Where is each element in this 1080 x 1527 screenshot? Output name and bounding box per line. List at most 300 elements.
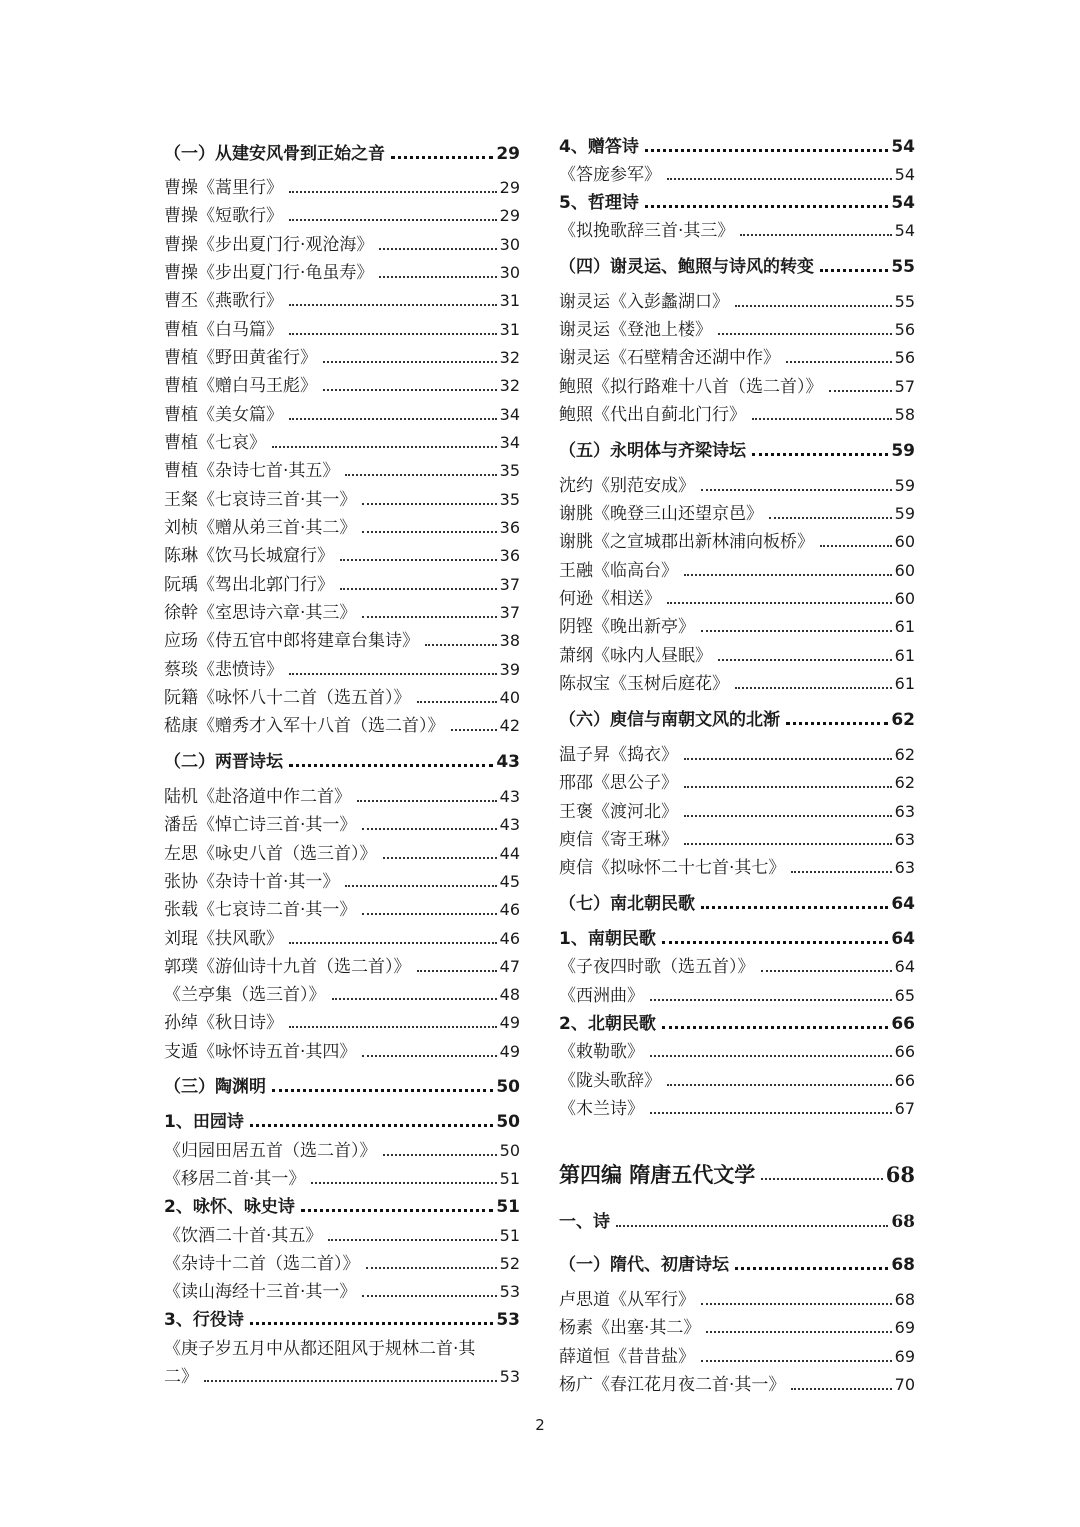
toc-entry[interactable] <box>164 539 520 567</box>
dot-leader <box>735 305 892 307</box>
toc-entry[interactable] <box>559 1064 915 1092</box>
toc-page-number: 54 <box>891 137 915 157</box>
toc-entry[interactable] <box>559 341 915 369</box>
dot-leader <box>289 1026 497 1028</box>
toc-entry-title: 王粲《七哀诗三首·其一》 <box>164 490 357 510</box>
dot-leader <box>701 1303 892 1305</box>
toc-entry[interactable] <box>164 624 520 652</box>
toc-page-number: 48 <box>499 985 520 1004</box>
toc-entry[interactable] <box>559 851 915 879</box>
toc-entry-title: 《敕勒歌》 <box>559 1042 644 1062</box>
dot-leader <box>362 1055 496 1057</box>
toc-entry-title: 曹植《七哀》 <box>164 433 266 453</box>
toc-entry[interactable] <box>164 137 520 165</box>
toc-page-number: 69 <box>894 1318 915 1337</box>
toc-page-number: 53 <box>499 1367 520 1386</box>
toc-entry[interactable] <box>164 369 520 397</box>
toc-entry-title: 嵇康《赠秀才入军十八首（选二首）》 <box>164 716 445 736</box>
dot-leader <box>820 269 888 272</box>
dot-leader <box>391 156 493 159</box>
toc-page-number: 61 <box>894 674 915 693</box>
toc-entry[interactable] <box>559 1368 915 1396</box>
toc-page-number: 36 <box>499 546 520 565</box>
toc-entry-title: 《庚子岁五月中从都还阻风于规林二首·其 <box>164 1339 476 1359</box>
toc-entry[interactable] <box>559 639 915 667</box>
toc-entry-title: 刘琨《扶风歌》 <box>164 929 283 949</box>
toc-page-number: 68 <box>894 1290 915 1309</box>
toc-page-number: 58 <box>894 405 915 424</box>
dot-leader <box>820 545 892 547</box>
dot-leader <box>701 630 892 632</box>
toc-page-number: 55 <box>894 292 915 311</box>
dot-leader <box>250 1322 493 1325</box>
toc-heading: 2、北朝民歌 <box>559 1014 656 1034</box>
toc-entry[interactable] <box>559 610 915 638</box>
toc-page-number: 66 <box>891 1014 915 1034</box>
toc-entry[interactable] <box>164 228 520 256</box>
toc-page-number: 60 <box>894 532 915 551</box>
toc-entry[interactable] <box>164 922 520 950</box>
toc-entry-title: 张载《七哀诗二首·其一》 <box>164 900 357 920</box>
toc-entry-title: 杨素《出塞·其二》 <box>559 1318 701 1338</box>
toc-entry[interactable] <box>559 285 915 313</box>
toc-entry[interactable] <box>559 922 915 950</box>
dot-leader <box>718 659 892 661</box>
dot-leader <box>328 1239 496 1241</box>
page-number: 2 <box>535 1416 545 1434</box>
dot-leader <box>340 588 497 590</box>
toc-page-number: 66 <box>894 1071 915 1090</box>
toc-page-number: 40 <box>499 688 520 707</box>
toc-entry[interactable] <box>559 1311 915 1339</box>
toc-page-number: 32 <box>499 348 520 367</box>
toc-entry[interactable] <box>164 978 520 1006</box>
toc-entry[interactable] <box>559 667 915 695</box>
toc-entry-title: 萧纲《咏内人昼眠》 <box>559 646 712 666</box>
dot-leader <box>289 191 497 193</box>
toc-entry[interactable] <box>164 1190 520 1218</box>
toc-page-number: 53 <box>499 1282 520 1301</box>
dot-leader <box>701 906 888 909</box>
toc-entry-title: 左思《咏史八首（选三首）》 <box>164 844 377 864</box>
toc-entry-title: 蔡琰《悲愤诗》 <box>164 660 283 680</box>
toc-entry[interactable] <box>164 837 520 865</box>
toc-page-number: 34 <box>499 405 520 424</box>
toc-entry[interactable] <box>559 582 915 610</box>
toc-page-number: 29 <box>499 206 520 225</box>
toc-entry[interactable] <box>559 1035 915 1063</box>
dot-leader <box>791 871 891 873</box>
toc-page-number: 39 <box>499 660 520 679</box>
toc-heading: （一）隋代、初唐诗坛 <box>559 1255 729 1275</box>
toc-entry[interactable] <box>559 214 915 242</box>
toc-page-number: 62 <box>891 710 915 730</box>
dot-leader <box>740 234 891 236</box>
toc-heading: （四）谢灵运、鲍照与诗风的转变 <box>559 257 814 277</box>
dot-leader <box>735 1267 888 1270</box>
toc-entry-title: 庾信《拟咏怀二十七首·其七》 <box>559 858 786 878</box>
toc-page-number: 47 <box>499 957 520 976</box>
toc-entry[interactable] <box>164 1275 520 1303</box>
toc-entry[interactable] <box>164 568 520 596</box>
toc-page-number: 52 <box>499 1254 520 1273</box>
toc-entry-title: 谢朓《之宣城郡出新林浦向板桥》 <box>559 532 814 552</box>
dot-leader <box>650 1112 892 1114</box>
toc-page-number: 51 <box>496 1197 520 1217</box>
toc-page-number: 37 <box>499 575 520 594</box>
toc-entry-title: 《陇头歌辞》 <box>559 1071 661 1091</box>
toc-entry[interactable] <box>164 426 520 454</box>
toc-page-number: 57 <box>894 377 915 396</box>
dot-leader <box>791 1388 891 1390</box>
toc-entry[interactable] <box>559 469 915 497</box>
toc-entry-title: 曹植《杂诗七首·其五》 <box>164 461 340 481</box>
dot-leader <box>684 815 892 817</box>
dot-leader <box>662 1026 888 1029</box>
toc-entry[interactable] <box>164 483 520 511</box>
toc-heading: （六）庾信与南朝文风的北渐 <box>559 710 780 730</box>
dot-leader <box>786 361 892 363</box>
dot-leader <box>289 304 497 306</box>
dot-leader <box>645 149 888 152</box>
toc-heading: （三）陶渊明 <box>164 1077 266 1097</box>
toc-page-number: 62 <box>894 773 915 792</box>
toc-entry[interactable] <box>164 256 520 284</box>
toc-page-number: 66 <box>894 1042 915 1061</box>
dot-leader <box>204 1380 497 1382</box>
toc-entry[interactable] <box>559 398 915 426</box>
toc-page-number: 42 <box>499 716 520 735</box>
toc-entry-title: 谢灵运《石壁精舍还湖中作》 <box>559 348 780 368</box>
toc-entry-title: 曹植《白马篇》 <box>164 320 283 340</box>
toc-entry[interactable] <box>559 250 915 278</box>
toc-entry-title: 《归园田居五首（选二首）》 <box>164 1141 377 1161</box>
toc-entry-title: 《答庞参军》 <box>559 165 661 185</box>
dot-leader <box>289 942 497 944</box>
toc-entry-title: 应玚《侍五官中郎将建章台集诗》 <box>164 631 419 651</box>
dot-leader <box>345 474 496 476</box>
toc-entry[interactable] <box>164 1303 520 1331</box>
toc-entry[interactable] <box>164 284 520 312</box>
dot-leader <box>684 574 892 576</box>
toc-entry[interactable] <box>164 171 520 199</box>
toc-entry[interactable] <box>164 1105 520 1133</box>
toc-entry[interactable] <box>559 738 915 766</box>
toc-page-number: 32 <box>499 376 520 395</box>
toc-heading: （一）从建安风骨到正始之音 <box>164 144 385 164</box>
toc-entry-title: 陆机《赴洛道中作二首》 <box>164 787 351 807</box>
toc-entry-title: 《饮酒二十首·其五》 <box>164 1226 323 1246</box>
toc-page-number: 50 <box>499 1141 520 1160</box>
toc-entry-title: 《杂诗十二首（选二首）》 <box>164 1254 360 1274</box>
toc-page-number: 49 <box>499 1013 520 1032</box>
toc-entry[interactable] <box>559 313 915 341</box>
toc-page-number: 59 <box>894 476 915 495</box>
toc-page-number: 64 <box>891 894 915 914</box>
toc-heading: 3、行役诗 <box>164 1310 244 1330</box>
toc-entry-title: 徐幹《室思诗六章·其三》 <box>164 603 357 623</box>
toc-entry[interactable] <box>164 1332 520 1388</box>
toc-entry-title-cont: 二》 <box>164 1367 198 1387</box>
toc-entry[interactable] <box>559 795 915 823</box>
toc-entry[interactable] <box>559 158 915 186</box>
toc-entry[interactable] <box>559 434 915 462</box>
toc-page-number: 67 <box>894 1099 915 1118</box>
dot-leader <box>379 248 496 250</box>
toc-entry[interactable] <box>164 808 520 836</box>
dot-leader <box>357 800 497 802</box>
toc-entry[interactable] <box>559 979 915 1007</box>
dot-leader <box>417 701 497 703</box>
toc-heading: （二）两晋诗坛 <box>164 752 283 772</box>
toc-page-number: 36 <box>499 518 520 537</box>
dot-leader <box>706 1331 891 1333</box>
toc-page-number: 43 <box>499 815 520 834</box>
toc-entry-title: 《木兰诗》 <box>559 1099 644 1119</box>
toc-page-number: 46 <box>499 900 520 919</box>
toc-page-number: 61 <box>894 646 915 665</box>
toc-heading: （五）永明体与齐梁诗坛 <box>559 441 746 461</box>
toc-entry[interactable] <box>164 511 520 539</box>
dot-leader <box>289 219 497 221</box>
toc-page-number: 38 <box>499 631 520 650</box>
toc-entry-title: 薛道恒《昔昔盐》 <box>559 1347 695 1367</box>
toc-entry-title: 曹操《步出夏门行·观沧海》 <box>164 235 374 255</box>
dot-leader <box>701 1360 892 1362</box>
toc-entry-title: 《移居二首·其一》 <box>164 1169 306 1189</box>
toc-entry[interactable] <box>164 1070 520 1098</box>
toc-entry[interactable] <box>559 1205 915 1233</box>
toc-page-number: 64 <box>891 929 915 949</box>
toc-heading: 第四编 隋唐五代文学 <box>559 1162 756 1187</box>
toc-page-number: 30 <box>499 235 520 254</box>
toc-entry[interactable] <box>559 1283 915 1311</box>
toc-page-number: 59 <box>894 504 915 523</box>
toc-page-number: 45 <box>499 872 520 891</box>
dot-leader <box>761 1178 882 1180</box>
toc-page-number: 43 <box>499 787 520 806</box>
dot-leader <box>383 1154 497 1156</box>
dot-leader <box>752 418 892 420</box>
toc-page-number: 34 <box>499 433 520 452</box>
dot-leader <box>289 764 493 767</box>
toc-entry[interactable] <box>559 823 915 851</box>
toc-page-number: 60 <box>894 589 915 608</box>
toc-entry-title: 《兰亭集（选三首）》 <box>164 985 326 1005</box>
toc-page-number: 30 <box>499 263 520 282</box>
toc-page-number: 46 <box>499 929 520 948</box>
toc-page-number: 64 <box>894 957 915 976</box>
toc-entry-title: 曹操《短歌行》 <box>164 206 283 226</box>
dot-leader <box>667 602 892 604</box>
toc-page-number: 69 <box>894 1347 915 1366</box>
toc-entry[interactable] <box>164 313 520 341</box>
toc-entry-title: 曹植《野田黄雀行》 <box>164 348 317 368</box>
dot-leader <box>289 673 497 675</box>
toc-entry[interactable] <box>559 1340 915 1368</box>
toc-page-number: 56 <box>894 348 915 367</box>
toc-entry[interactable] <box>559 554 915 582</box>
toc-page-number: 68 <box>885 1162 915 1187</box>
toc-entry-title: 陈琳《饮马长城窟行》 <box>164 546 334 566</box>
dot-leader <box>379 276 496 278</box>
toc-entry[interactable] <box>164 865 520 893</box>
toc-entry[interactable] <box>164 199 520 227</box>
dot-leader <box>340 559 497 561</box>
toc-entry[interactable] <box>559 525 915 553</box>
toc-entry-title: 阴铿《晚出新亭》 <box>559 617 695 637</box>
toc-entry[interactable] <box>559 186 915 214</box>
dot-leader <box>650 999 892 1001</box>
toc-entry-title: 《拟挽歌辞三首·其三》 <box>559 221 735 241</box>
toc-page-number: 63 <box>894 830 915 849</box>
dot-leader <box>684 758 892 760</box>
dot-leader <box>362 616 496 618</box>
toc-entry[interactable] <box>164 1162 520 1190</box>
toc-page-number: 54 <box>891 193 915 213</box>
toc-page-number: 37 <box>499 603 520 622</box>
toc-entry[interactable] <box>559 1007 915 1035</box>
toc-entry-title: 王褒《渡河北》 <box>559 802 678 822</box>
toc-entry[interactable] <box>164 653 520 681</box>
toc-heading: 1、南朝民歌 <box>559 929 656 949</box>
dot-leader <box>272 1089 493 1092</box>
toc-page-number: 63 <box>894 858 915 877</box>
dot-leader <box>301 1209 493 1212</box>
toc-page-number: 55 <box>891 257 915 277</box>
toc-entry-title: 鲍照《代出自蓟北门行》 <box>559 405 746 425</box>
dot-leader <box>829 390 892 392</box>
dot-leader <box>752 453 888 456</box>
toc-heading: 5、哲理诗 <box>559 193 639 213</box>
dot-leader <box>684 843 892 845</box>
toc-heading: 4、赠答诗 <box>559 137 639 157</box>
toc-entry-title: 王融《临高台》 <box>559 561 678 581</box>
dot-leader <box>701 489 892 491</box>
dot-leader <box>616 1225 888 1227</box>
toc-entry-title: 谢灵运《登池上楼》 <box>559 320 712 340</box>
dot-leader <box>383 857 497 859</box>
toc-entry-title: 张协《杂诗十首·其一》 <box>164 872 340 892</box>
toc-entry-title: 曹操《步出夏门行·龟虽寿》 <box>164 263 374 283</box>
dot-leader <box>250 1124 493 1127</box>
toc-page-number: 31 <box>499 291 520 310</box>
toc-entry-title: 谢朓《晚登三山还望京邑》 <box>559 504 763 524</box>
toc-entry[interactable] <box>164 1035 520 1063</box>
toc-entry-title: 郭璞《游仙诗十九首（选二首）》 <box>164 957 411 977</box>
dot-leader <box>345 885 496 887</box>
toc-page-number: 68 <box>891 1255 915 1275</box>
toc-entry[interactable] <box>164 893 520 921</box>
dot-leader <box>667 178 892 180</box>
toc-entry[interactable] <box>559 497 915 525</box>
dot-leader <box>645 205 888 208</box>
toc-entry[interactable] <box>559 130 915 158</box>
toc-entry[interactable] <box>559 887 915 915</box>
toc-entry-title: 曹丕《燕歌行》 <box>164 291 283 311</box>
toc-entry[interactable] <box>164 1247 520 1275</box>
toc-page-number: 54 <box>894 165 915 184</box>
toc-entry[interactable] <box>164 681 520 709</box>
toc-entry-title: 阮瑀《驾出北郭门行》 <box>164 575 334 595</box>
toc-entry[interactable] <box>164 1006 520 1034</box>
toc-entry-title: 鲍照《拟行路难十八首（选二首）》 <box>559 377 823 397</box>
toc-entry-title: 何逊《相送》 <box>559 589 661 609</box>
dot-leader <box>323 361 497 363</box>
dot-leader <box>667 1084 892 1086</box>
toc-entry-title: 谢灵运《入彭蠡湖口》 <box>559 292 729 312</box>
dot-leader <box>425 644 497 646</box>
toc-entry[interactable] <box>164 596 520 624</box>
toc-page-number: 50 <box>496 1077 520 1097</box>
toc-entry[interactable] <box>164 454 520 482</box>
toc-page-number: 51 <box>499 1226 520 1245</box>
toc-entry[interactable] <box>164 709 520 737</box>
toc-entry[interactable] <box>559 370 915 398</box>
dot-leader <box>684 786 892 788</box>
toc-entry[interactable] <box>559 703 915 731</box>
dot-leader <box>662 941 888 944</box>
toc-page-number: 35 <box>499 490 520 509</box>
dot-leader <box>289 418 497 420</box>
toc-entry-title: 孙绰《秋日诗》 <box>164 1013 283 1033</box>
dot-leader <box>289 333 497 335</box>
toc-entry[interactable] <box>164 1134 520 1162</box>
toc-entry-title: 陈叔宝《玉树后庭花》 <box>559 674 729 694</box>
toc-page-number: 70 <box>894 1375 915 1394</box>
toc-entry[interactable] <box>164 341 520 369</box>
toc-heading: （七）南北朝民歌 <box>559 894 695 914</box>
dot-leader <box>769 517 892 519</box>
dot-leader <box>417 970 497 972</box>
dot-leader <box>718 333 892 335</box>
toc-heading: 一、诗 <box>559 1212 610 1232</box>
toc-entry[interactable] <box>164 398 520 426</box>
toc-entry-title: 卢思道《从军行》 <box>559 1290 695 1310</box>
toc-entry-title: 庾信《寄王琳》 <box>559 830 678 850</box>
toc-entry-title: 阮籍《咏怀八十二首（选五首）》 <box>164 688 411 708</box>
toc-entry-title: 曹植《美女篇》 <box>164 405 283 425</box>
toc-page-number: 63 <box>894 802 915 821</box>
toc-page-number: 59 <box>891 441 915 461</box>
toc-entry[interactable] <box>164 745 520 773</box>
dot-leader <box>362 503 496 505</box>
toc-entry[interactable] <box>164 780 520 808</box>
toc-page-number: 35 <box>499 461 520 480</box>
toc-page-number: 62 <box>894 745 915 764</box>
toc-page-number: 53 <box>496 1310 520 1330</box>
toc-entry[interactable] <box>559 950 915 978</box>
toc-entry-title: 《读山海经十三首·其一》 <box>164 1282 357 1302</box>
toc-entry[interactable] <box>559 1248 915 1276</box>
toc-entry[interactable] <box>559 1152 915 1186</box>
toc-entry[interactable] <box>164 950 520 978</box>
toc-page-number: 51 <box>499 1169 520 1188</box>
toc-entry[interactable] <box>559 1092 915 1120</box>
toc-heading: 1、田园诗 <box>164 1112 244 1132</box>
toc-page-number: 68 <box>891 1212 915 1232</box>
toc-entry-title: 刘桢《赠从弟三首·其二》 <box>164 518 357 538</box>
toc-entry[interactable] <box>164 1219 520 1247</box>
dot-leader <box>362 1295 496 1297</box>
toc-entry[interactable] <box>559 766 915 794</box>
toc-page-number: 49 <box>499 1042 520 1061</box>
toc-entry-title: 潘岳《悼亡诗三首·其一》 <box>164 815 357 835</box>
toc-page-number: 60 <box>894 561 915 580</box>
dot-leader <box>272 446 497 448</box>
dot-leader <box>451 729 497 731</box>
toc-page-number: 29 <box>499 178 520 197</box>
